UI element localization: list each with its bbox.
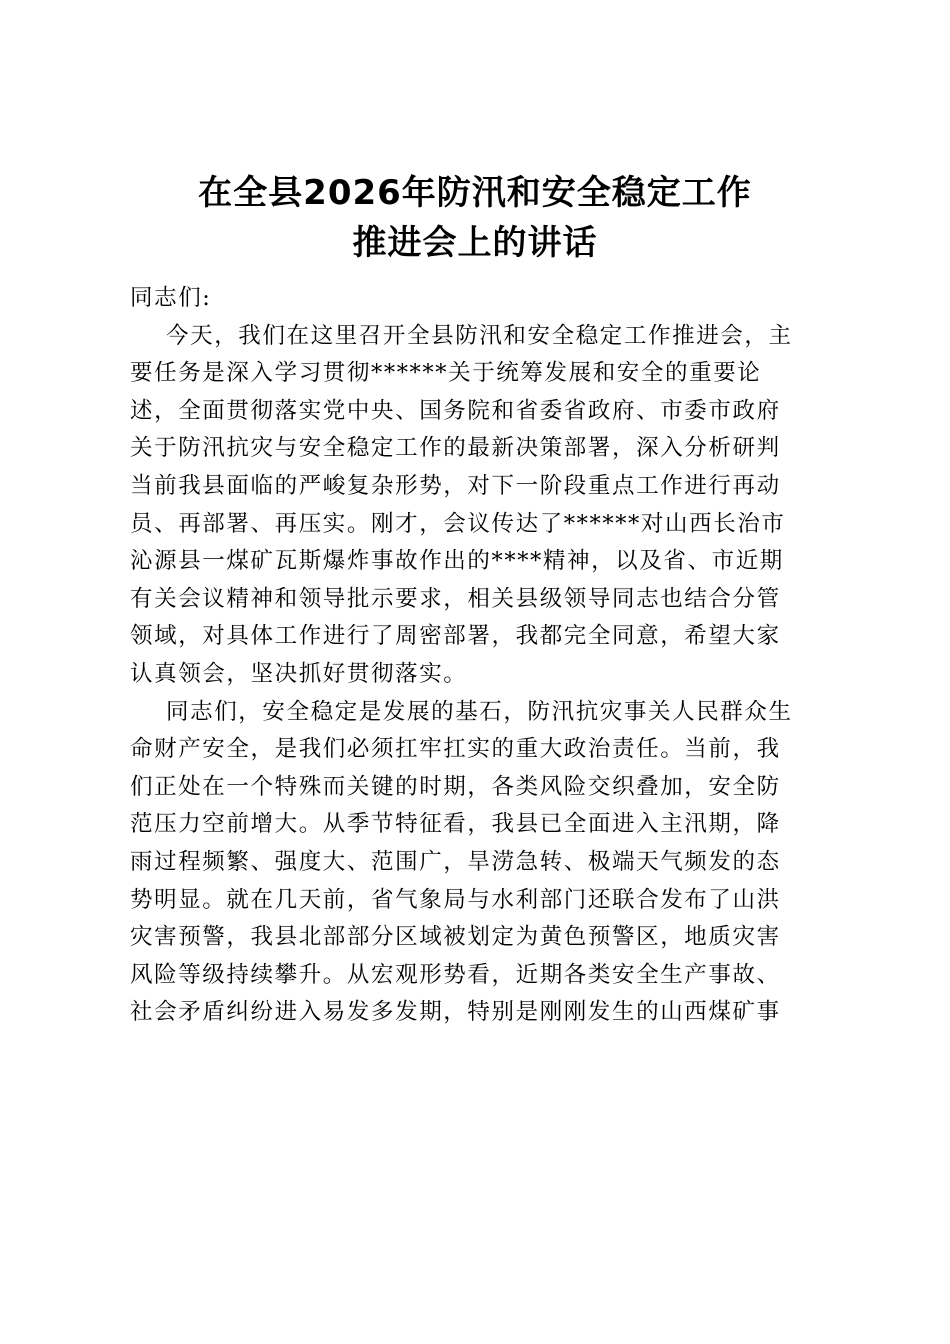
paragraph-line: 势明显。就在几天前，省气象局与水利部门还联合发布了山洪	[130, 886, 781, 913]
paragraph-line: 当前我县面临的严峻复杂形势，对下一阶段重点工作进行再动	[130, 472, 781, 499]
paragraph-line: 述，全面贯彻落实党中央、国务院和省委省政府、市委市政府	[130, 397, 781, 424]
document-body	[130, 280, 822, 1032]
paragraph-line: 命财产安全，是我们必须扛牢扛实的重大政治责任。当前，我	[130, 736, 781, 763]
paragraph-1	[130, 318, 822, 694]
paragraph-line: 灾害预警，我县北部部分区域被划定为黄色预警区，地质灾害	[130, 924, 781, 951]
document-title	[0, 168, 950, 268]
paragraph-2	[130, 694, 822, 1032]
paragraph-line: 有关会议精神和领导批示要求，相关县级领导同志也结合分管	[130, 585, 781, 612]
paragraph-line: 们正处在一个特殊而关键的时期，各类风险交织叠加，安全防	[130, 773, 781, 800]
paragraph-line: 领域，对具体工作进行了周密部署，我都完全同意，希望大家	[130, 623, 781, 650]
paragraph-line: 今天，我们在这里召开全县防汛和安全稳定工作推进会，主	[166, 322, 793, 349]
paragraph-line: 关于防汛抗灾与安全稳定工作的最新决策部署，深入分析研判	[130, 435, 781, 462]
paragraph-line: 雨过程频繁、强度大、范围广，旱涝急转、极端天气频发的态	[130, 848, 781, 875]
paragraph-line: 要任务是深入学习贯彻******关于统筹发展和安全的重要论	[130, 360, 762, 387]
paragraph-line: 范压力空前增大。从季节特征看，我县已全面进入主汛期，降	[130, 811, 781, 838]
paragraph-line: 沁源县一煤矿瓦斯爆炸事故作出的****精神，以及省、市近期	[130, 548, 784, 575]
paragraph-line: 员、再部署、再压实。刚才，会议传达了******对山西长治市	[130, 510, 786, 537]
paragraph-line: 同志们，安全稳定是发展的基石，防汛抗灾事关人民群众生	[166, 698, 793, 725]
title-line-1: 在全县2026年防汛和安全稳定工作	[198, 173, 752, 213]
salutation: 同志们:	[130, 285, 212, 311]
paragraph-line: 认真领会，坚决抓好贯彻落实。	[130, 660, 468, 687]
paragraph-line: 风险等级持续攀升。从宏观形势看，近期各类安全生产事故、	[130, 961, 781, 988]
title-line-2: 推进会上的讲话	[352, 223, 598, 263]
paragraph-line: 社会矛盾纠纷进入易发多发期，特别是刚刚发生的山西煤矿事	[130, 999, 781, 1026]
